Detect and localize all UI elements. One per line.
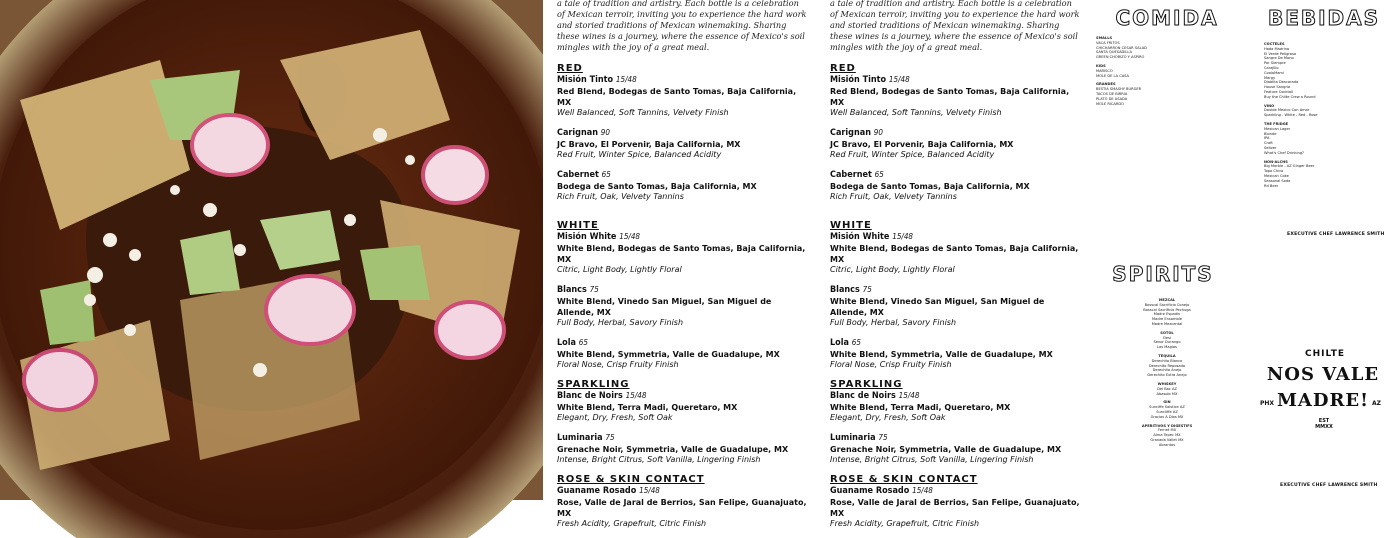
spirits-section-title: APERITIVOS Y DIGESTIFS <box>1141 423 1193 428</box>
wine-name: Misión White <box>557 232 617 242</box>
wine-notes: Fresh Acidity, Grapefruit, Citric Finish <box>557 519 707 528</box>
logo-established <box>1313 418 1335 430</box>
comida-item: TACOS DE BIRRIA <box>1096 91 1128 96</box>
food-photo <box>0 0 543 500</box>
comida-title: COMIDA <box>1115 6 1219 30</box>
wine-name: Lola <box>557 338 576 348</box>
wine-price: 65 <box>874 170 884 179</box>
wine-intro: a tale of tradition and artistry. Each bottle is a celebration of Mexican terroir, inviting you to experience the hard work and storied traditions of Mexican winemaking. Sharing these wines is a journey, where the essence of Mexico's soil mingles with the joy of a great meal. <box>557 0 807 52</box>
wine-name: Carignan <box>557 128 598 138</box>
wine-notes: Red Fruit, Winter Spice, Balanced Acidity <box>557 150 722 159</box>
spirits-item: Bosscal Sacrificio Pechuga <box>1143 307 1191 312</box>
bebidas-item: CoolaMami <box>1264 70 1284 75</box>
spirits-item: Alma Tepec MX <box>1153 433 1181 438</box>
wine-description: Bodega de Santo Tomas, Baja California, MX <box>830 182 1030 191</box>
wine-name: Blanc de Noirs <box>830 391 896 401</box>
radish-slice <box>266 276 354 344</box>
bebidas-item: Mexican Coke <box>1264 173 1289 178</box>
bebidas-item: Double Mexico Con Amor <box>1264 108 1310 113</box>
chef-signature-spirits: EXECUTIVE CHEF LAWRENCE SMITH <box>1280 483 1378 488</box>
wine-price: 90 <box>600 128 610 137</box>
logo-state: AZ <box>1372 400 1381 407</box>
wine-description: Grenache Noir, Symmetria, Valle de Guadalupe, MX <box>557 445 789 454</box>
section-rose-title: ROSE & SKIN CONTACT <box>557 474 705 485</box>
logo-nos-vale-madre <box>1262 362 1384 414</box>
bebidas-item: Feature Cocktail <box>1264 89 1294 94</box>
wine-price: 15/48 <box>888 75 910 84</box>
bebidas-item: Sangre De Mono <box>1264 56 1294 61</box>
bebidas-item: Diablita Descarada <box>1264 80 1299 85</box>
wine-intro: a tale of tradition and artistry. Each bottle is a celebration of Mexican terroir, inviting you to experience the hard work and storied traditions of Mexican winemaking. Sharing these wines is a journey, where the essence of Mexico's soil mingles with the joy of a great meal. <box>830 0 1080 52</box>
spirits-item: Abasolo MX <box>1156 391 1178 396</box>
section-rose-title: ROSE & SKIN CONTACT <box>830 474 978 485</box>
bebidas-item: Margy <box>1264 75 1276 80</box>
wine-name: Guaname Rosado <box>830 486 910 496</box>
wine-description: Grenache Noir, Symmetria, Valle de Guadalupe, MX <box>830 445 1062 454</box>
wine-menu-page-left <box>543 0 813 528</box>
avocado <box>180 230 240 295</box>
wine-notes: Citric, Light Body, Lightly Floral <box>557 265 682 274</box>
spirits-section-title: TEQUILA <box>1158 353 1176 358</box>
wine-price: 65 <box>601 170 611 179</box>
section-red-title: RED <box>557 63 583 74</box>
spirits-item: Derechito Extra Anejo <box>1147 373 1187 378</box>
spirits-menu-list <box>1112 298 1222 468</box>
wine-notes: Elegant, Dry, Fresh, Soft Oak <box>557 413 673 422</box>
wine-name: Lola <box>830 338 849 348</box>
spirits-item: Madre Mezcental <box>1151 321 1183 326</box>
bebidas-item: Seasonal Soda <box>1264 178 1291 183</box>
bebidas-item: Hada Madrina <box>1264 46 1290 51</box>
section-sparkling-title: SPARKLING <box>557 379 630 390</box>
section-white-title: WHITE <box>830 220 872 231</box>
wine-notes: Intense, Bright Citrus, Soft Vanilla, Lingering Finish <box>557 455 761 464</box>
wine-price: 75 <box>862 285 872 294</box>
wine-price: 65 <box>578 338 588 347</box>
bebidas-item: Rd Beer <box>1264 183 1279 188</box>
spirits-item: Suncliffe AZ <box>1156 409 1178 414</box>
spirits-section-title: GIN <box>1163 400 1171 405</box>
section-white-title: WHITE <box>557 220 599 231</box>
wine-notes: Intense, Bright Citrus, Soft Vanilla, Lingering Finish <box>830 455 1034 464</box>
radish-slice <box>436 302 504 358</box>
comida-item: BESTIA SMASHY BURGER <box>1096 87 1142 92</box>
wine-notes: Rich Fruit, Oak, Velvety Tannins <box>830 192 957 201</box>
spirits-item: Granada Vallet MX <box>1150 437 1184 442</box>
wine-price: 15/48 <box>639 486 660 495</box>
bebidas-item: Blonde <box>1264 131 1277 136</box>
spirits-item: Abrantos <box>1158 442 1176 447</box>
wine-name: Blancs <box>830 285 860 295</box>
bebidas-section-title: VINO <box>1264 103 1275 108</box>
wine-price: 90 <box>873 128 883 137</box>
wine-notes: Full Body, Herbal, Savory Finish <box>557 318 684 327</box>
comida-item: MOLE DE LA CASA <box>1096 73 1129 78</box>
spirits-item: Fernet MX <box>1157 428 1177 433</box>
food-illustration <box>0 0 543 500</box>
wine-notes: Citric, Light Body, Lightly Floral <box>830 265 955 274</box>
wine-description: Bodega de Santo Tomas, Baja California, MX <box>557 182 757 191</box>
bebidas-menu-list <box>1264 42 1394 222</box>
wine-notes: Full Body, Herbal, Savory Finish <box>830 318 957 327</box>
bebidas-section-title: COCTELES <box>1264 42 1285 46</box>
wine-name: Luminaria <box>830 433 876 443</box>
spirits-item: Bosscal Sacrificio Conejo <box>1144 302 1190 307</box>
comida-item: MOLE RICARDO <box>1096 101 1124 106</box>
wine-name: Guaname Rosado <box>557 486 637 496</box>
wine-name: Misión Tinto <box>557 75 614 85</box>
bebidas-section-title: THE FRIDGE <box>1264 121 1289 126</box>
wine-price: 15/48 <box>892 232 913 241</box>
wine-price: 15/48 <box>615 75 637 84</box>
comida-item: MARISCO <box>1096 68 1113 73</box>
bebidas-item: Sparkling - White - Red - Rose <box>1264 113 1318 118</box>
comida-item: VACA FRITOS <box>1096 40 1120 45</box>
comida-section-title: SMALLS <box>1096 36 1113 40</box>
spirits-item: Madre Espadin <box>1153 312 1181 317</box>
avocado <box>40 280 95 345</box>
comida-item: GREEN CHORIZO Y ASPIRO <box>1096 55 1145 60</box>
spirits-item: Gracias A Dios MX <box>1150 414 1184 419</box>
wine-price: 15/48 <box>898 391 920 400</box>
wine-description: JC Bravo, El Porvenir, Baja California, MX <box>830 140 1014 149</box>
wine-notes: Floral Nose, Crisp Fruity Finish <box>557 360 679 369</box>
wine-description: White Blend, Symmetria, Valle de Guadalupe, MX <box>830 350 1053 359</box>
bebidas-item: IPA <box>1264 136 1270 141</box>
wine-notes: Fresh Acidity, Grapefruit, Citric Finish <box>830 519 980 528</box>
wine-notes: Red Fruit, Winter Spice, Balanced Acidity <box>830 150 995 159</box>
wine-description: Red Blend, Bodegas de Santo Tomas, Baja California, MX <box>830 87 1070 107</box>
wine-price: 75 <box>605 433 615 442</box>
spirits-title: SPIRITS <box>1112 262 1214 286</box>
wine-description: White Blend, Bodegas de Santo Tomas, Baja California, MX <box>557 244 806 264</box>
logo-est-label: EST <box>1318 418 1330 424</box>
wine-price: 75 <box>878 433 888 442</box>
wine-notes: Rich Fruit, Oak, Velvety Tannins <box>557 192 684 201</box>
spirits-item: Senor Durango <box>1153 340 1181 345</box>
comida-section-title: KIDS <box>1096 63 1106 68</box>
spirits-item: Derechito Anejo <box>1152 368 1182 373</box>
bebidas-item: Big Marble - AZ Ginger Beer <box>1264 164 1315 169</box>
wine-notes: Well Balanced, Soft Tannins, Velvety Finish <box>557 108 729 117</box>
wine-name: Cabernet <box>557 170 599 180</box>
wine-menu-page-right <box>816 0 1094 528</box>
wine-price: 75 <box>589 285 599 294</box>
bebidas-item: Seltzer <box>1264 145 1277 150</box>
spirits-item: Sunciffe Solstice AZ <box>1149 405 1185 410</box>
bebidas-section-title: NON-ALCHS <box>1264 159 1288 164</box>
wine-description: White Blend, Vinedo San Miguel, San Miguel de Allende, MX <box>830 297 1045 317</box>
bebidas-item: Por Siempre <box>1264 61 1286 66</box>
spirits-item: Madre Ensamble <box>1152 317 1182 322</box>
logo-line-1: NOS VALE <box>1266 364 1380 385</box>
spirits-section-title: WHISKEY <box>1157 381 1177 386</box>
wine-price: 15/48 <box>619 232 640 241</box>
spirits-item: Derechito Blanco <box>1151 358 1183 363</box>
wine-price: 15/48 <box>625 391 647 400</box>
wine-description: Rose, Valle de Jaral de Berrios, San Felipe, Guanajuato, MX <box>557 498 807 518</box>
wine-name: Luminaria <box>557 433 603 443</box>
wine-name: Blancs <box>557 285 587 295</box>
radish-slice <box>192 115 268 175</box>
section-red-title: RED <box>830 63 856 74</box>
bebidas-item: Buy the Chilte Crew a Round <box>1264 94 1316 99</box>
spirits-item: Las Magias <box>1157 345 1177 350</box>
comida-menu-list <box>1096 36 1246 226</box>
bebidas-item: Mexican Lager <box>1264 126 1291 131</box>
bebidas-item: Carajillo <box>1264 65 1279 70</box>
wine-description: White Blend, Vinedo San Miguel, San Miguel de Allende, MX <box>557 297 772 317</box>
spirits-item: Desi <box>1163 335 1171 340</box>
spirits-item: Del Bac AZ <box>1157 386 1177 391</box>
wine-notes: Elegant, Dry, Fresh, Soft Oak <box>830 413 946 422</box>
wine-description: White Blend, Terra Madi, Queretaro, MX <box>557 403 738 412</box>
comida-section-title: GRANDES <box>1096 82 1116 87</box>
chef-signature-bebidas: EXECUTIVE CHEF LAWRENCE SMITH <box>1287 232 1385 237</box>
wine-name: Cabernet <box>830 170 872 180</box>
bebidas-item: Craft <box>1264 141 1273 146</box>
spirits-item: Derechito Reposado <box>1148 363 1186 368</box>
wine-description: JC Bravo, El Porvenir, Baja California, MX <box>557 140 741 149</box>
wine-notes: Well Balanced, Soft Tannins, Velvety Finish <box>830 108 1002 117</box>
logo-line-2: MADRE! <box>1276 390 1370 411</box>
radish-slice <box>423 147 487 203</box>
bebidas-title: BEBIDAS <box>1267 6 1381 30</box>
section-sparkling-title: SPARKLING <box>830 379 903 390</box>
wine-description: White Blend, Bodegas de Santo Tomas, Baja California, MX <box>830 244 1079 264</box>
wine-name: Carignan <box>830 128 871 138</box>
avocado <box>360 245 430 300</box>
radish-slice <box>24 350 96 410</box>
wine-price: 65 <box>851 338 861 347</box>
wine-name: Misión White <box>830 232 890 242</box>
wine-description: White Blend, Symmetria, Valle de Guadalupe, MX <box>557 350 780 359</box>
spirits-section-title: MEZCAL <box>1158 298 1176 302</box>
logo-chilte: CHILTE <box>1305 349 1346 359</box>
bebidas-item: House Sangria <box>1264 85 1291 90</box>
wine-name: Misión Tinto <box>830 75 887 85</box>
comida-item: SANTA QUESADILLA <box>1096 50 1132 55</box>
logo-year: MMXX <box>1315 424 1333 430</box>
comida-item: PLATO DE ASADA <box>1096 96 1128 101</box>
wine-price: 15/48 <box>912 486 933 495</box>
logo-city: PHX <box>1260 400 1275 407</box>
wine-description: White Blend, Terra Madi, Queretaro, MX <box>830 403 1011 412</box>
bebidas-item: Topo Chico <box>1264 169 1284 174</box>
bebidas-item: El Verde Peligroso <box>1264 51 1297 56</box>
bebidas-item: What's Chef Drinking? <box>1264 150 1304 155</box>
comida-item: CHICHARRON CESAR SALAD <box>1096 45 1147 50</box>
wine-description: Rose, Valle de Jaral de Berrios, San Felipe, Guanajuato, MX <box>830 498 1080 518</box>
spirits-section-title: SOTOL <box>1160 330 1174 335</box>
wine-name: Blanc de Noirs <box>557 391 623 401</box>
wine-notes: Floral Nose, Crisp Fruity Finish <box>830 360 952 369</box>
wine-description: Red Blend, Bodegas de Santo Tomas, Baja California, MX <box>557 87 797 107</box>
